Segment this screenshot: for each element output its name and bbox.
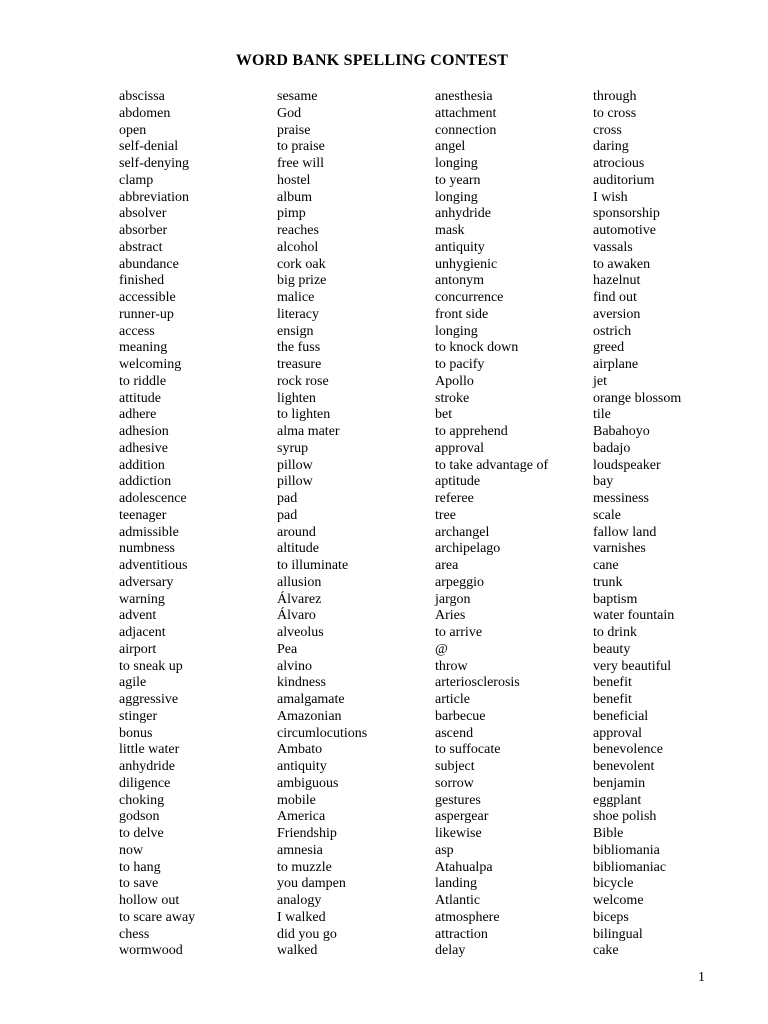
word-item: antiquity bbox=[435, 239, 485, 255]
word-item: to sneak up bbox=[119, 658, 183, 674]
word-item: badajo bbox=[593, 440, 631, 456]
word-item: bicycle bbox=[593, 876, 634, 892]
word-item: subject bbox=[435, 759, 475, 774]
word-item: to scare away bbox=[119, 909, 196, 925]
word-item: longing bbox=[435, 323, 478, 339]
word-item: little water bbox=[119, 742, 180, 758]
word-item: to take advantage of bbox=[435, 457, 549, 473]
word-item: vassals bbox=[593, 239, 633, 255]
word-item: adhesion bbox=[119, 424, 169, 439]
word-item: treasure bbox=[277, 357, 322, 372]
word-item: auditorium bbox=[593, 172, 655, 188]
word-item: kindness bbox=[277, 675, 326, 691]
word-item: alma mater bbox=[277, 424, 340, 439]
word-item: bilingual bbox=[593, 926, 643, 942]
word-item: approval bbox=[593, 725, 642, 741]
word-item: delay bbox=[435, 943, 466, 959]
word-item: clamp bbox=[119, 172, 154, 188]
word-item: atrocious bbox=[593, 156, 645, 171]
word-item: find out bbox=[593, 290, 637, 305]
word-item: ascend bbox=[435, 725, 474, 741]
word-item: pimp bbox=[277, 206, 306, 222]
word-item: Álvarez bbox=[277, 591, 322, 607]
word-item: shoe polish bbox=[593, 809, 657, 825]
word-item: benefit bbox=[593, 692, 632, 707]
word-item: abdomen bbox=[119, 105, 171, 121]
word-item: godson bbox=[119, 809, 160, 825]
word-item: the fuss bbox=[277, 340, 321, 356]
word-item: alcohol bbox=[277, 239, 319, 255]
word-item: Apollo bbox=[435, 373, 474, 389]
word-item: bibliomaniac bbox=[593, 859, 667, 875]
word-item: greed bbox=[593, 340, 625, 356]
word-item: approval bbox=[435, 440, 484, 456]
word-item: numbness bbox=[119, 541, 175, 557]
word-item: pad bbox=[277, 507, 298, 523]
word-item: to yearn bbox=[435, 172, 481, 188]
word-item: aspergear bbox=[435, 809, 489, 825]
word-column-3 bbox=[435, 89, 548, 960]
word-item: warning bbox=[119, 591, 165, 607]
word-item: absorber bbox=[119, 223, 168, 238]
word-item: bibliomania bbox=[593, 842, 660, 858]
word-item: longing bbox=[435, 156, 478, 171]
word-item: beauty bbox=[593, 641, 631, 657]
word-item: attraction bbox=[435, 926, 488, 942]
word-item: circumlocutions bbox=[277, 725, 368, 741]
word-item: pad bbox=[277, 491, 298, 506]
word-item: teenager bbox=[119, 507, 167, 523]
word-item: Friendship bbox=[277, 826, 337, 841]
word-item: biceps bbox=[593, 909, 629, 925]
word-item: diligence bbox=[119, 775, 171, 791]
word-item: benevolent bbox=[593, 759, 655, 774]
word-item: Ambato bbox=[277, 742, 323, 758]
word-item: ensign bbox=[277, 323, 314, 339]
word-item: adhesive bbox=[119, 440, 168, 456]
word-item: alvino bbox=[277, 658, 312, 674]
word-item: aggressive bbox=[119, 692, 179, 707]
word-item: abundance bbox=[119, 256, 179, 272]
word-item: big prize bbox=[277, 273, 327, 289]
word-item: free will bbox=[277, 156, 325, 171]
word-item: absolver bbox=[119, 206, 167, 222]
word-item: archipelago bbox=[435, 541, 501, 557]
word-item: Atlantic bbox=[435, 893, 481, 908]
word-item: Atahualpa bbox=[435, 859, 493, 875]
word-item: welcoming bbox=[119, 357, 182, 372]
word-item: attachment bbox=[435, 105, 497, 121]
word-item: adhere bbox=[119, 407, 157, 423]
word-item: literacy bbox=[277, 306, 319, 322]
word-item: to hang bbox=[119, 859, 161, 875]
word-item: Amazonian bbox=[277, 708, 342, 724]
word-item: America bbox=[277, 809, 326, 825]
word-item: hazelnut bbox=[593, 273, 641, 289]
word-item: barbecue bbox=[435, 708, 486, 724]
word-item: self-denial bbox=[119, 139, 179, 155]
word-item: self-denying bbox=[119, 156, 189, 171]
word-item: angel bbox=[435, 139, 466, 155]
word-item: syrup bbox=[277, 440, 309, 456]
word-item: Álvaro bbox=[277, 608, 316, 624]
word-item: sponsorship bbox=[593, 206, 660, 222]
word-item: connection bbox=[435, 122, 497, 138]
word-item: referee bbox=[435, 491, 474, 506]
word-item: cane bbox=[593, 558, 619, 573]
page-number: 1 bbox=[698, 970, 705, 985]
word-item: alveolus bbox=[277, 625, 324, 640]
word-item: agile bbox=[119, 675, 147, 691]
word-item: God bbox=[277, 105, 302, 121]
word-item: I walked bbox=[277, 909, 326, 925]
word-item: welcome bbox=[593, 893, 644, 908]
word-item: adjacent bbox=[119, 625, 166, 640]
word-item: mask bbox=[435, 223, 465, 238]
word-item: aversion bbox=[593, 306, 641, 322]
word-item: abbreviation bbox=[119, 189, 189, 205]
word-column-4 bbox=[593, 89, 681, 960]
word-column-2 bbox=[277, 89, 367, 960]
word-item: tile bbox=[593, 407, 611, 423]
word-item: ostrich bbox=[593, 323, 632, 339]
word-item: ambiguous bbox=[277, 775, 339, 791]
word-item: abstract bbox=[119, 239, 163, 255]
word-item: abscissa bbox=[119, 89, 165, 104]
word-item: Babahoyo bbox=[593, 424, 650, 439]
word-item: sesame bbox=[277, 89, 318, 104]
word-item: attitude bbox=[119, 390, 161, 406]
word-item: stroke bbox=[435, 390, 470, 406]
word-item: lighten bbox=[277, 390, 316, 406]
word-item: addition bbox=[119, 457, 165, 473]
word-item: choking bbox=[119, 792, 165, 808]
word-item: jargon bbox=[435, 591, 471, 607]
word-item: longing bbox=[435, 189, 478, 205]
word-item: hollow out bbox=[119, 893, 180, 908]
word-item: daring bbox=[593, 139, 629, 155]
word-item: to lighten bbox=[277, 407, 331, 423]
word-item: analogy bbox=[277, 893, 322, 908]
word-item: antiquity bbox=[277, 759, 327, 774]
word-item: jet bbox=[593, 373, 607, 389]
word-item: benjamin bbox=[593, 775, 646, 791]
word-item: malice bbox=[277, 290, 315, 305]
word-item: pillow bbox=[277, 474, 313, 490]
word-item: praise bbox=[277, 122, 311, 138]
word-item: cross bbox=[593, 122, 622, 138]
word-item: altitude bbox=[277, 541, 319, 557]
word-item: admissible bbox=[119, 524, 179, 540]
word-item: to suffocate bbox=[435, 742, 501, 758]
word-item: archangel bbox=[435, 524, 490, 540]
word-item: to drink bbox=[593, 625, 637, 640]
word-item: finished bbox=[119, 273, 165, 289]
word-item: asp bbox=[435, 842, 454, 858]
word-item: wormwood bbox=[119, 943, 183, 959]
word-item: baptism bbox=[593, 591, 638, 607]
word-item: mobile bbox=[277, 792, 316, 808]
word-item: to pacify bbox=[435, 357, 485, 372]
word-item: throw bbox=[435, 658, 468, 674]
word-item: bay bbox=[593, 474, 614, 490]
word-item: trunk bbox=[593, 574, 623, 590]
word-item: very beautiful bbox=[593, 658, 672, 674]
word-item: adolescence bbox=[119, 491, 187, 506]
word-item: album bbox=[277, 189, 312, 205]
word-item: to riddle bbox=[119, 373, 167, 389]
word-item: benefit bbox=[593, 675, 632, 691]
word-item: accessible bbox=[119, 290, 176, 305]
word-column-1 bbox=[119, 89, 195, 960]
word-item: anhydride bbox=[119, 759, 175, 774]
word-item: Pea bbox=[277, 641, 298, 657]
word-item: bet bbox=[435, 407, 453, 423]
word-item: beneficial bbox=[593, 708, 649, 724]
word-item: atmosphere bbox=[435, 909, 500, 925]
word-item: to delve bbox=[119, 826, 164, 841]
word-item: @ bbox=[435, 641, 448, 657]
word-item: to save bbox=[119, 876, 159, 892]
word-item: landing bbox=[435, 876, 477, 892]
word-item: orange blossom bbox=[593, 390, 682, 406]
word-item: sorrow bbox=[435, 775, 474, 791]
word-item: arteriosclerosis bbox=[435, 675, 520, 691]
word-item: to apprehend bbox=[435, 424, 508, 439]
word-item: antonym bbox=[435, 273, 484, 289]
word-item: area bbox=[435, 558, 459, 573]
word-item: airplane bbox=[593, 357, 639, 372]
word-item: to knock down bbox=[435, 340, 519, 356]
word-item: to arrive bbox=[435, 625, 483, 640]
word-item: benevolence bbox=[593, 742, 663, 758]
word-item: article bbox=[435, 692, 470, 707]
word-item: did you go bbox=[277, 926, 337, 942]
word-item: now bbox=[119, 842, 144, 858]
word-item: hostel bbox=[277, 172, 311, 188]
word-item: addiction bbox=[119, 474, 172, 490]
word-item: adventitious bbox=[119, 558, 188, 573]
word-item: anhydride bbox=[435, 206, 491, 222]
document-title: WORD BANK SPELLING CONTEST bbox=[235, 52, 509, 69]
word-item: adversary bbox=[119, 574, 174, 590]
word-item: airport bbox=[119, 641, 157, 657]
word-item: to cross bbox=[593, 105, 637, 121]
word-item: runner-up bbox=[119, 306, 174, 322]
word-item: open bbox=[119, 122, 147, 138]
word-item: loudspeaker bbox=[593, 457, 661, 473]
word-item: gestures bbox=[435, 792, 481, 808]
word-item: fallow land bbox=[593, 524, 657, 540]
word-item: cake bbox=[593, 943, 619, 959]
word-item: reaches bbox=[277, 223, 319, 238]
word-item: to praise bbox=[277, 139, 325, 155]
word-item: concurrence bbox=[435, 290, 504, 305]
word-item: messiness bbox=[593, 491, 649, 506]
word-item: varnishes bbox=[593, 541, 646, 557]
word-item: aptitude bbox=[435, 474, 481, 490]
word-item: amalgamate bbox=[277, 692, 345, 707]
word-item: Bible bbox=[593, 826, 624, 841]
word-item: advent bbox=[119, 608, 157, 624]
word-item: automotive bbox=[593, 223, 656, 238]
word-item: through bbox=[593, 89, 637, 104]
word-item: eggplant bbox=[593, 792, 642, 808]
word-item: to awaken bbox=[593, 256, 651, 272]
word-item: you dampen bbox=[277, 876, 346, 892]
word-item: Aries bbox=[435, 608, 466, 624]
word-item: chess bbox=[119, 926, 150, 942]
word-item: unhygienic bbox=[435, 256, 498, 272]
word-item: rock rose bbox=[277, 373, 329, 389]
word-item: front side bbox=[435, 306, 489, 322]
word-item: to illuminate bbox=[277, 558, 349, 573]
word-item: walked bbox=[277, 943, 318, 959]
word-item: cork oak bbox=[277, 256, 326, 272]
word-item: scale bbox=[593, 507, 621, 523]
word-item: stinger bbox=[119, 708, 158, 724]
word-item: to muzzle bbox=[277, 859, 332, 875]
word-item: arpeggio bbox=[435, 574, 484, 590]
word-item: meaning bbox=[119, 340, 168, 356]
word-item: around bbox=[277, 524, 316, 540]
word-item: tree bbox=[435, 507, 456, 523]
word-item: access bbox=[119, 323, 155, 339]
word-item: water fountain bbox=[593, 608, 675, 624]
word-item: I wish bbox=[593, 189, 628, 205]
word-item: pillow bbox=[277, 457, 313, 473]
word-item: likewise bbox=[435, 826, 482, 841]
word-item: anesthesia bbox=[435, 89, 493, 104]
word-item: bonus bbox=[119, 725, 153, 741]
word-item: allusion bbox=[277, 574, 322, 590]
word-item: amnesia bbox=[277, 842, 323, 858]
